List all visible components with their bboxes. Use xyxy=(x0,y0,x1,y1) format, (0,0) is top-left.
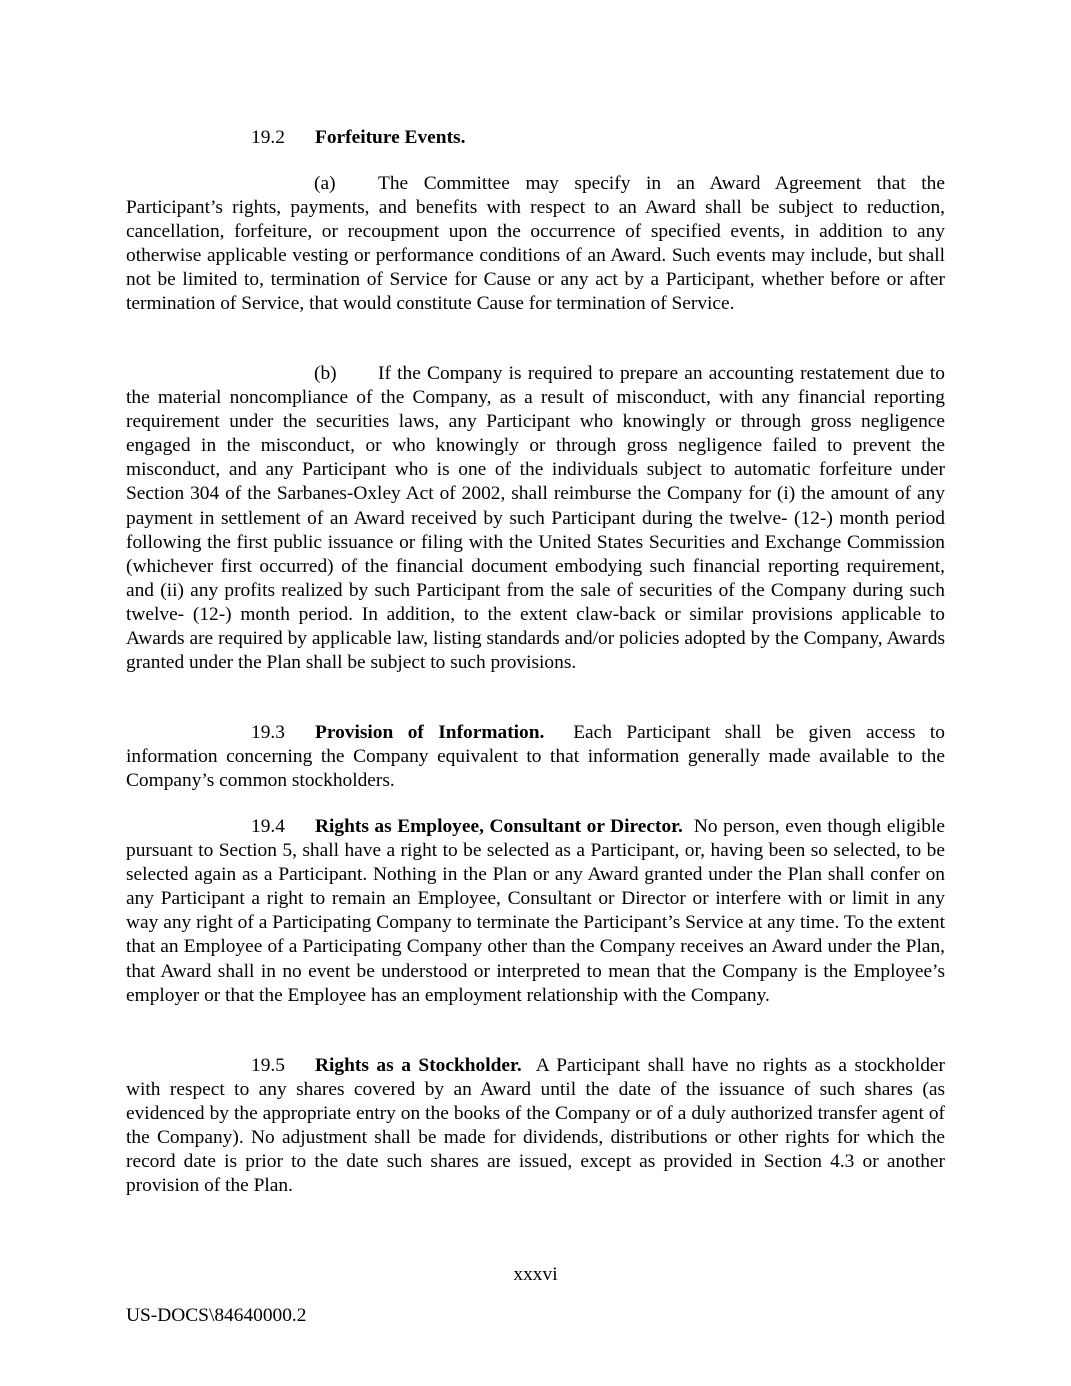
section-number: 19.5 xyxy=(251,1055,285,1076)
paragraph-text: No person, even though eligible pursuant to Section 5, shall have a right to be selected as a Participant, or, having been so selected, to be selected again as a Participant. Nothing in the Plan or any Award granted under the Plan shall confer on any Participant a right to remain an Employee, Consultant or Director or interfere with or limit in any way any right of a Participating Company to terminate the Participant’s Service at any time. To the extent that an Employee of a Participating Company other than the Company receives an Award under the Plan, that Award shall in no event be understood or interpreted to mean that the Company is the Employee’s employer or that the Employee has an employment relationship with the Company. xyxy=(126,816,945,1006)
section-title: Forfeiture Events. xyxy=(315,127,466,148)
section-title: Rights as Employee, Consultant or Director. xyxy=(315,816,683,837)
section-19-5-paragraph xyxy=(126,1054,945,1199)
section-number: 19.4 xyxy=(251,816,285,837)
section-19-2-b-paragraph xyxy=(126,362,945,675)
page-number: xxxvi xyxy=(513,1264,558,1285)
section-number: 19.2 xyxy=(251,127,285,148)
subsection-label: (a) xyxy=(314,173,336,194)
section-19-2-a-paragraph xyxy=(126,172,945,317)
section-title: Rights as a Stockholder. xyxy=(315,1055,522,1076)
paragraph-text: If the Company is required to prepare an accounting restatement due to the material noncompliance of the Company, as a result of misconduct, with any financial reporting requirement under the securities laws, any Participant who knowingly or through gross negligence engaged in the misconduct, or who knowingly or through gross negligence failed to prevent the misconduct, and any Participant who is one of the individuals subject to automatic forfeiture under Section 304 of the Sarbanes-Oxley Act of 2002, shall reimburse the Company for (i) the amount of any payment in settlement of an Award received by such Participant during the twelve- (12-) month period following the first public issuance or filing with the United States Securities and Exchange Commission (whichever first occurred) of the financial document embodying such financial reporting requirement, and (ii) any profits realized by such Participant from the sale of securities of the Company during such twelve- (12-) month period. In addition, to the extent claw-back or similar provisions applicable to Awards are required by applicable law, listing standards and/or policies adopted by the Company, Awards granted under the Plan shall be subject to such provisions. xyxy=(126,363,945,674)
subsection-label: (b) xyxy=(314,363,337,384)
paragraph-text: Each Participant shall be given access to information concerning the Company equivalent to that information generally made available to the Company’s common stockholders. xyxy=(126,722,946,792)
section-19-3-paragraph xyxy=(126,721,945,793)
section-19-4-paragraph xyxy=(126,815,945,1008)
section-number: 19.3 xyxy=(251,722,285,743)
paragraph-text: The Committee may specify in an Award Agreement that the Participant’s rights, payments, and benefits with respect to an Award shall be subject to reduction, cancellation, forfeiture, or recoupment upon the occurrence of specified events, in addition to any otherwise applicable vesting or performance conditions of an Award. Such events may include, but shall not be limited to, termination of Service for Cause or any act by a Participant, whether before or after termination of Service, that would constitute Cause for termination of Service. xyxy=(126,173,945,315)
section-title: Provision of Information. xyxy=(315,722,545,743)
paragraph-text: A Participant shall have no rights as a stockholder with respect to any shares covered by an Award until the date of the issuance of such shares (as evidenced by the appropriate entry on the books of the Company or of a duly authorized transfer agent of the Company). No adjustment shall be made for dividends, distributions or other rights for which the record date is prior to the date such shares are issued, except as provided in Section 4.3 or another provision of the Plan. xyxy=(126,1055,945,1197)
document-id: US-DOCS\84640000.2 xyxy=(126,1305,307,1326)
section-19-2-heading xyxy=(126,126,945,150)
